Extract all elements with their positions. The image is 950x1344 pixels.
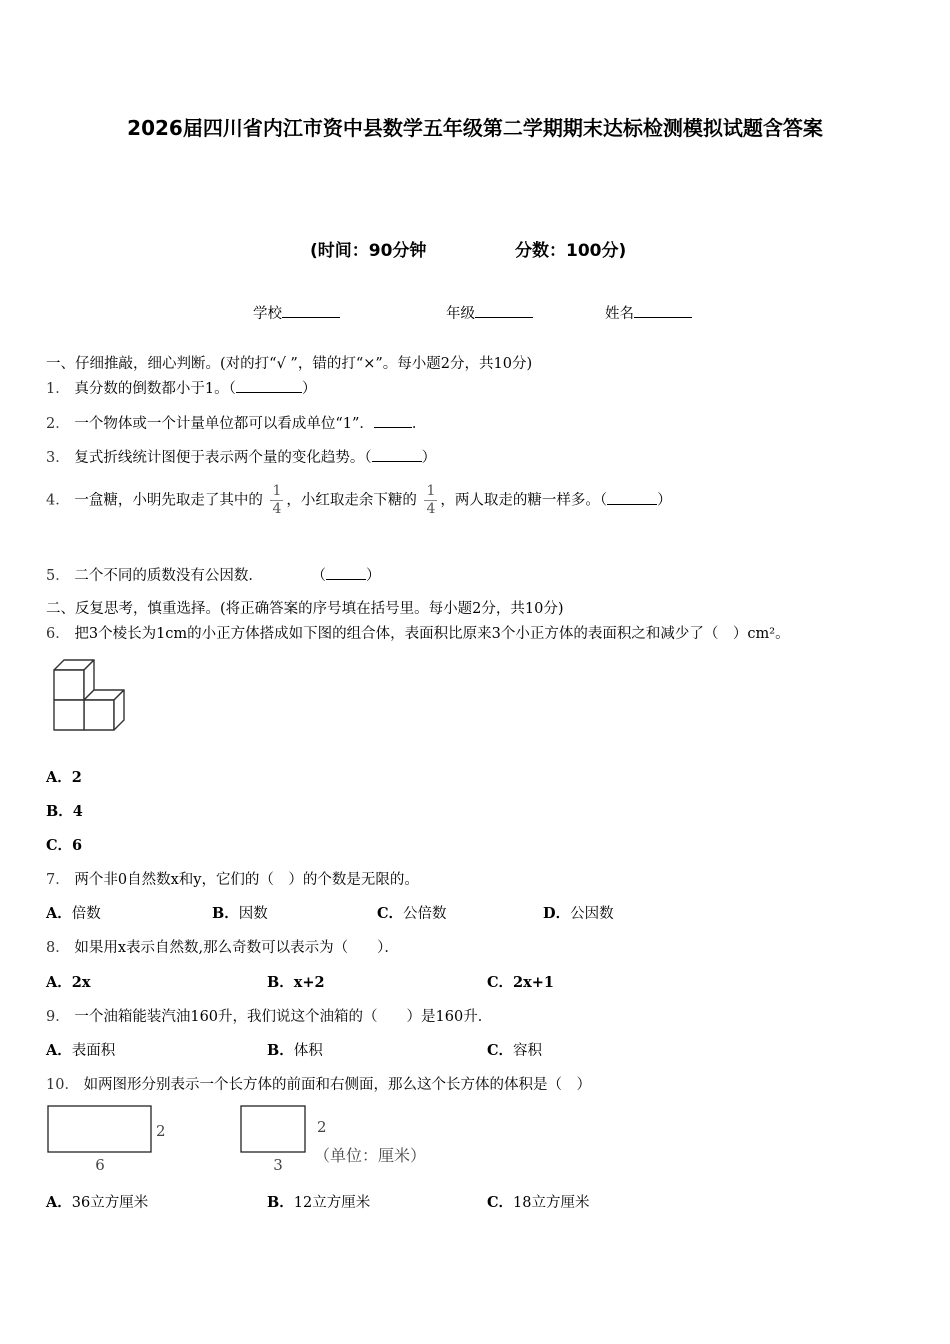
- q4-frac2-denominator: 4: [426, 501, 436, 517]
- q6-option-c-text: 6: [72, 837, 83, 854]
- q7-option-a-text: 倍数: [71, 906, 101, 922]
- q4-fraction-1: [270, 483, 283, 518]
- question-10: [46, 1073, 591, 1094]
- school-blank[interactable]: [282, 303, 340, 318]
- q9-option-a[interactable]: [46, 1039, 115, 1060]
- q4-text-2: ，小红取走余下糖的: [286, 492, 417, 509]
- q8-option-b-label: B．: [267, 974, 294, 991]
- cube-top-front: [54, 670, 84, 700]
- q4-close: ）: [657, 492, 672, 509]
- school-label: 学校: [253, 306, 282, 322]
- q6-option-c-label: C．: [46, 837, 73, 854]
- q6-option-b[interactable]: [46, 800, 83, 821]
- name-label: 姓名: [605, 306, 634, 322]
- q10-option-b[interactable]: [267, 1191, 370, 1212]
- q6-option-a[interactable]: [46, 766, 82, 787]
- exam-score: 分数：100分): [515, 241, 627, 261]
- cube-figure: [50, 656, 130, 736]
- grade-blank[interactable]: [475, 303, 533, 318]
- q8-option-c[interactable]: [487, 971, 554, 992]
- q8-option-a[interactable]: [46, 971, 91, 992]
- section2-heading: 二、反复思考，慎重选择。(将正确答案的序号填在括号里。每小题2分，共10分): [46, 601, 564, 617]
- section1-heading: 一、仔细推敲，细心判断。(对的打“√ ”，错的打“×”。每小题2分，共10分): [46, 356, 533, 372]
- question-2: [46, 412, 426, 433]
- q10-option-b-text: 12立方厘米: [293, 1195, 371, 1211]
- document-title: 2026届四川省内江市资中县数学五年级第二学期期末达标检测模拟试题含答案: [127, 116, 823, 140]
- q1-number: 1．: [46, 381, 70, 397]
- q9-option-c-label: C．: [487, 1042, 514, 1059]
- q3-answer-blank[interactable]: [372, 447, 422, 462]
- q7-option-a-label: A．: [46, 905, 72, 922]
- q10-option-a-label: A．: [46, 1194, 72, 1211]
- q1-text: 真分数的倒数都小于1。（: [74, 381, 236, 397]
- q4-frac1-numerator: 1: [272, 483, 282, 499]
- q7-text: 两个非0自然数x和y，它们的（ ）的个数是无限的。: [74, 872, 419, 888]
- exam-time: (时间：90分钟: [310, 241, 427, 261]
- question-3: [46, 446, 436, 467]
- q1-close: ）: [301, 381, 317, 397]
- cube-left-front: [54, 700, 84, 730]
- q3-close: ）: [421, 450, 437, 466]
- front-height-label: 2: [156, 1122, 166, 1140]
- question-7: [46, 868, 419, 889]
- q8-option-b-text: x+2: [293, 974, 325, 991]
- q8-option-a-label: A．: [46, 974, 72, 991]
- q4-number: 4．: [46, 492, 70, 509]
- q7-option-b-text: 因数: [238, 906, 268, 922]
- q7-option-a[interactable]: [46, 902, 101, 923]
- q9-option-c[interactable]: [487, 1039, 542, 1060]
- name-blank[interactable]: [634, 303, 692, 318]
- q2-answer-blank[interactable]: [374, 413, 412, 428]
- q8-text: 如果用x表示自然数,那么奇数可以表示为（ ）．: [74, 940, 399, 956]
- q9-option-b-label: B．: [267, 1042, 294, 1059]
- q6-option-a-label: A．: [46, 769, 72, 786]
- front-width-label: 6: [95, 1156, 105, 1174]
- q5-answer-blank[interactable]: [326, 565, 366, 580]
- grade-field[interactable]: [446, 302, 533, 323]
- side-face-rect: [241, 1106, 305, 1152]
- q5-close: ）: [365, 568, 381, 584]
- q5-number: 5．: [46, 568, 70, 584]
- q9-option-b-text: 体积: [293, 1043, 323, 1059]
- q4-text-3: ，两人取走的糖一样多。（: [440, 492, 608, 509]
- q9-number: 9．: [46, 1009, 70, 1025]
- q4-answer-blank[interactable]: [607, 490, 657, 505]
- q10-option-a[interactable]: [46, 1191, 148, 1212]
- q7-option-c-text: 公倍数: [403, 906, 447, 922]
- q7-option-b-label: B．: [212, 905, 239, 922]
- q1-answer-blank[interactable]: [236, 378, 302, 393]
- q2-number: 2．: [46, 416, 70, 432]
- q9-text: 一个油箱能装汽油160升，我们说这个油箱的（ ）是160升．: [74, 1009, 493, 1025]
- q2-close: ．: [411, 416, 427, 432]
- q7-option-b[interactable]: [212, 902, 268, 923]
- q5-open: （: [311, 568, 326, 584]
- unit-label: （单位：厘米）: [314, 1146, 427, 1165]
- q9-option-a-label: A．: [46, 1042, 72, 1059]
- side-height-label: 2: [317, 1118, 327, 1136]
- q5-text: 二个不同的质数没有公因数．: [74, 568, 263, 584]
- grade-label: 年级: [446, 306, 475, 322]
- q10-option-c-text: 18立方厘米: [513, 1195, 590, 1211]
- question-6: [46, 622, 790, 643]
- question-1: [46, 377, 316, 398]
- q9-option-b[interactable]: [267, 1039, 323, 1060]
- q8-option-b[interactable]: [267, 971, 325, 992]
- q3-text: 复式折线统计图便于表示两个量的变化趋势。（: [74, 450, 372, 466]
- q7-option-c-label: C．: [377, 905, 404, 922]
- rectangle-figure: [46, 1104, 466, 1176]
- question-8: [46, 936, 399, 957]
- q6-option-b-text: 4: [72, 803, 83, 820]
- q4-fraction-2: [424, 483, 437, 518]
- q8-number: 8．: [46, 940, 70, 956]
- q4-text-1: 一盒糖，小明先取走了其中的: [74, 492, 263, 509]
- q4-frac2-numerator: 1: [426, 483, 436, 499]
- q10-option-c[interactable]: [487, 1191, 590, 1212]
- side-width-label: 3: [273, 1156, 283, 1174]
- q8-option-c-text: 2x+1: [513, 974, 555, 991]
- name-field[interactable]: [605, 302, 692, 323]
- q7-number: 7．: [46, 872, 70, 888]
- question-9: [46, 1005, 492, 1026]
- q4-frac1-denominator: 4: [272, 501, 282, 517]
- q9-option-c-text: 容积: [513, 1043, 543, 1059]
- q9-option-a-text: 表面积: [71, 1043, 116, 1059]
- q10-text: 如两图形分别表示一个长方体的前面和右侧面，那么这个长方体的体积是（ ）: [83, 1077, 592, 1093]
- q10-number: 10．: [46, 1077, 79, 1093]
- question-4: [46, 483, 672, 518]
- q10-option-b-label: B．: [267, 1194, 294, 1211]
- q10-option-c-label: C．: [487, 1194, 514, 1211]
- question-5: [46, 564, 380, 585]
- q6-option-c[interactable]: [46, 834, 82, 855]
- q10-option-a-text: 36立方厘米: [71, 1195, 149, 1211]
- q6-number: 6．: [46, 626, 70, 642]
- q2-text: 一个物体或一个计量单位都可以看成单位“1”．: [74, 416, 374, 432]
- q6-option-a-text: 2: [71, 769, 82, 786]
- q6-text: 把3个棱长为1cm的小正方体搭成如下图的组合体，表面积比原来3个小正方体的表面积之和减少了（ ）cm²。: [74, 626, 790, 642]
- front-face-rect: [48, 1106, 151, 1152]
- q7-option-c[interactable]: [377, 902, 447, 923]
- q7-option-d-label: D．: [543, 905, 571, 922]
- cube-right-front: [84, 700, 114, 730]
- q8-option-c-label: C．: [487, 974, 514, 991]
- q3-number: 3．: [46, 450, 70, 466]
- q7-option-d-text: 公因数: [570, 906, 614, 922]
- q7-option-d[interactable]: [543, 902, 614, 923]
- q6-option-b-label: B．: [46, 803, 73, 820]
- school-field[interactable]: [253, 302, 340, 323]
- q8-option-a-text: 2x: [71, 974, 91, 991]
